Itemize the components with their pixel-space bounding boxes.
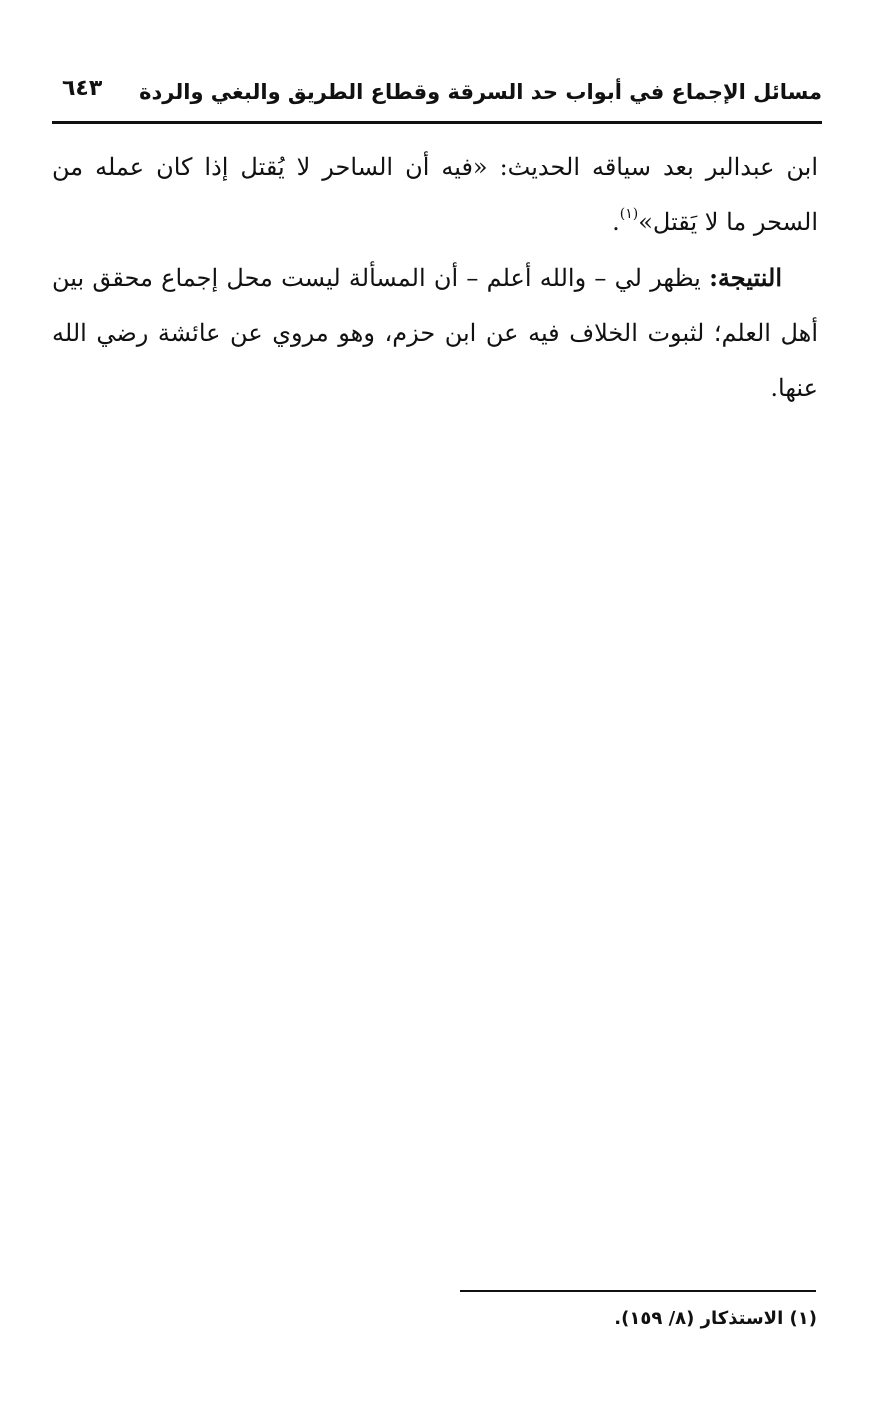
footnote-item: (١) الاستذكار (٨/ ١٥٩).	[614, 1308, 817, 1329]
paragraph-conclusion	[52, 250, 818, 416]
footnote-reference: (١)	[619, 206, 639, 222]
running-header-title: مسائل الإجماع في أبواب حد السرقة وقطاع الطريق والبغي والردة	[139, 80, 822, 104]
footnote-divider	[460, 1290, 816, 1292]
running-header	[52, 72, 822, 116]
paragraph-quote-text: ابن عبدالبر بعد سياقه الحديث: «فيه أن الساحر لا يُقتل إذا كان عمله من السحر ما لا يَقتل»	[52, 153, 818, 236]
conclusion-label: النتيجة:	[709, 263, 782, 292]
paragraph-quote	[52, 140, 818, 250]
main-text	[52, 140, 818, 416]
paragraph-quote-end: .	[612, 208, 620, 236]
header-divider	[52, 121, 822, 124]
page-number: ٦٤٣	[62, 76, 103, 101]
conclusion-text: يظهر لي – والله أعلم – أن المسألة ليست محل إجماع محقق بين أهل العلم؛ لثبوت الخلاف فيه عن ابن حزم، وهو مروي عن عائشة رضي الله عنها.	[52, 264, 818, 402]
